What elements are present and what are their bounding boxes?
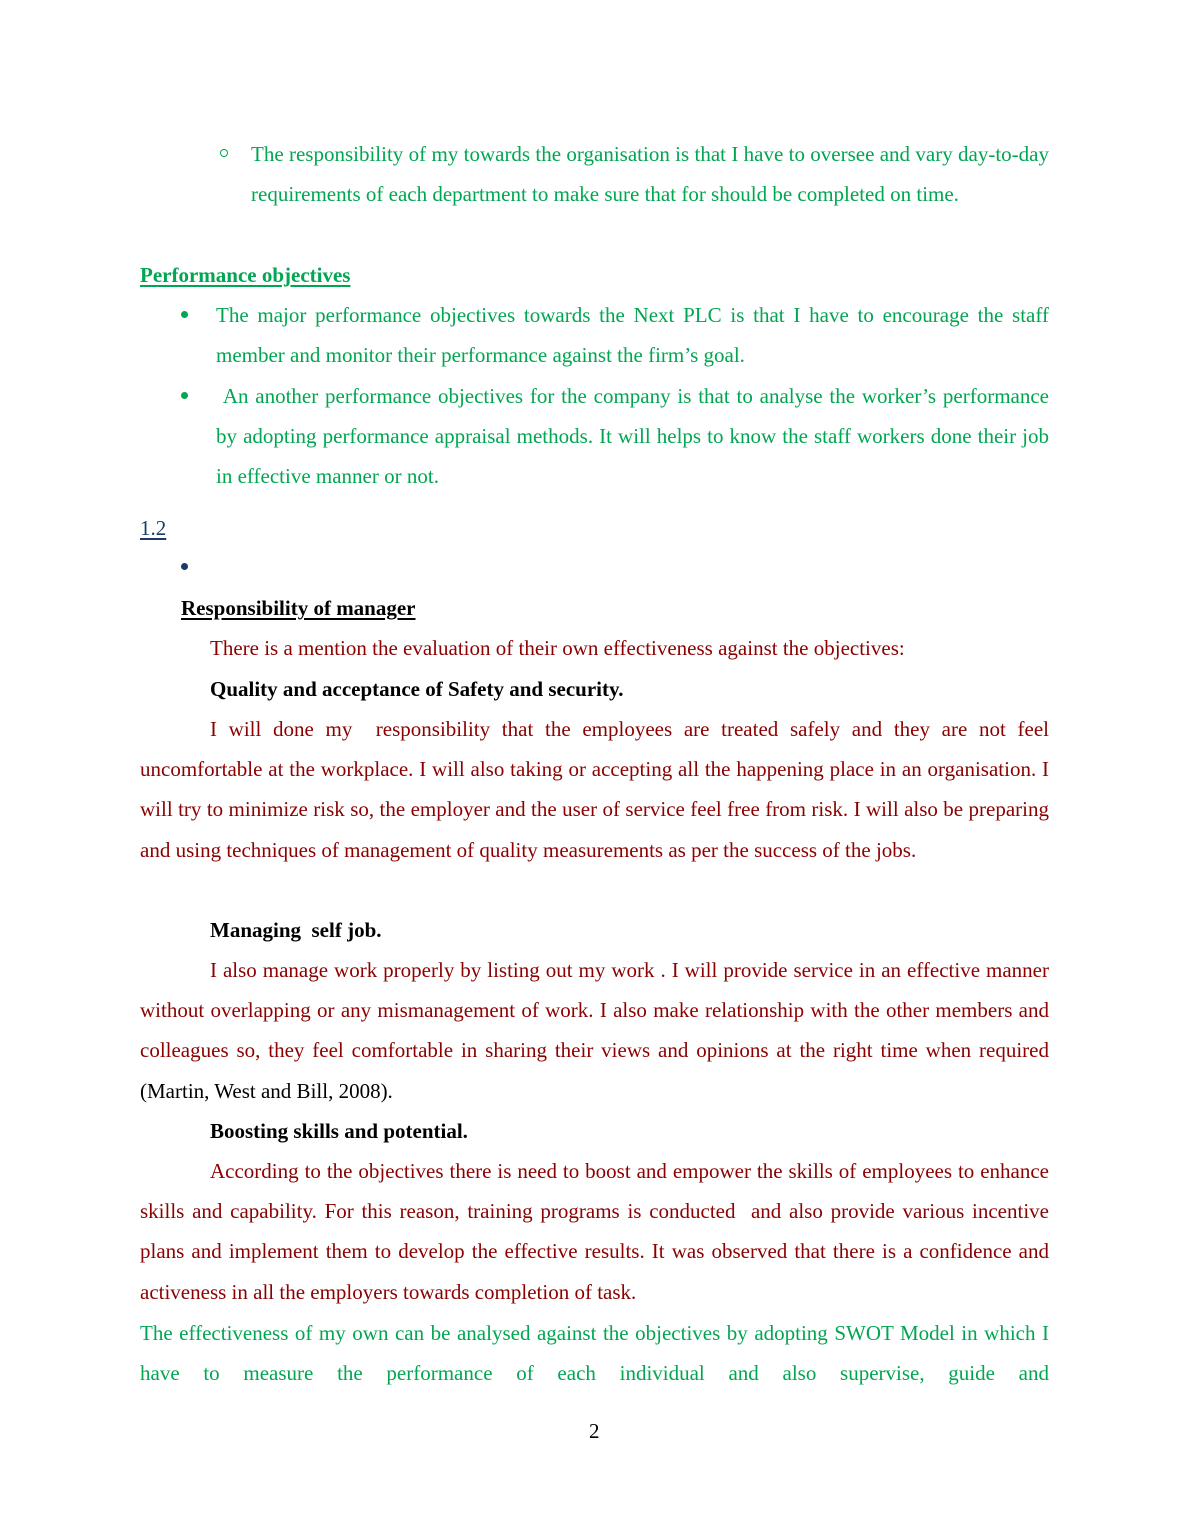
performance-objectives-heading: Performance objectives (140, 263, 351, 287)
hollow-bullet-icon (220, 149, 228, 157)
performance-objective-item: An another performance objectives for the company is that to analyse the worker’s performance by adopting performance appraisal methods. It will helps to know the staff workers done their job in effective manner or not. (216, 384, 1055, 489)
managing-self-text: I also manage work properly by listing out my work . I will provide service in an effective manner without overlapping or any mismanagement of work. I also make relationship with the other members and colleagues so, they feel comfortable in sharing their views and opinions at the right time when required (140, 958, 1055, 1063)
responsibility-intro: There is a mention the evaluation of their own effectiveness against the objectives: (210, 636, 905, 660)
responsibility-heading: Responsibility of manager (181, 596, 416, 620)
safety-security-heading: Quality and acceptance of Safety and security. (210, 677, 624, 701)
bullet-icon (181, 311, 188, 318)
boosting-skills-heading: Boosting skills and potential. (210, 1119, 468, 1143)
closing-paragraph: The effectiveness of my own can be analysed against the objectives by adopting SWOT Model in which I have to measure the performance of each individual and also supervise, guide and (140, 1321, 1049, 1386)
empty-bullet-icon (181, 563, 188, 570)
managing-self-body (140, 950, 1055, 1111)
performance-objective-item: The major performance objectives towards the Next PLC is that I have to encourage the staff member and monitor their performance against the firm’s goal. (216, 303, 1049, 368)
safety-security-body: I will done my responsibility that the employees are treated safely and they are not feel uncomfortable at the workplace. I will also taking or accepting all the happening place in an organisation. I will try to minimize risk so, the employer and the user of service feel free from risk. I will also be preparing and using techniques of management of quality measurements as per the success of the jobs. (140, 717, 1055, 862)
boosting-skills-body: According to the objectives there is need to boost and empower the skills of employees to enhance skills and capability. For this reason, training programs is conducted and also provide various incentive plans and implement them to develop the effective results. It was observed that there is a confidence and activeness in all the employers towards completion of task. (140, 1159, 1055, 1304)
top-subbullet-text: The responsibility of my towards the organisation is that I have to oversee and vary day-to-day requirements of each department to make sure that for should be completed on time. (251, 142, 1049, 207)
managing-self-heading: Managing self job. (210, 918, 382, 942)
page-number: 2 (589, 1419, 600, 1443)
bullet-icon (181, 392, 188, 399)
section-number: 1.2 (140, 516, 167, 540)
citation: (Martin, West and Bill, 2008). (140, 1038, 1055, 1103)
